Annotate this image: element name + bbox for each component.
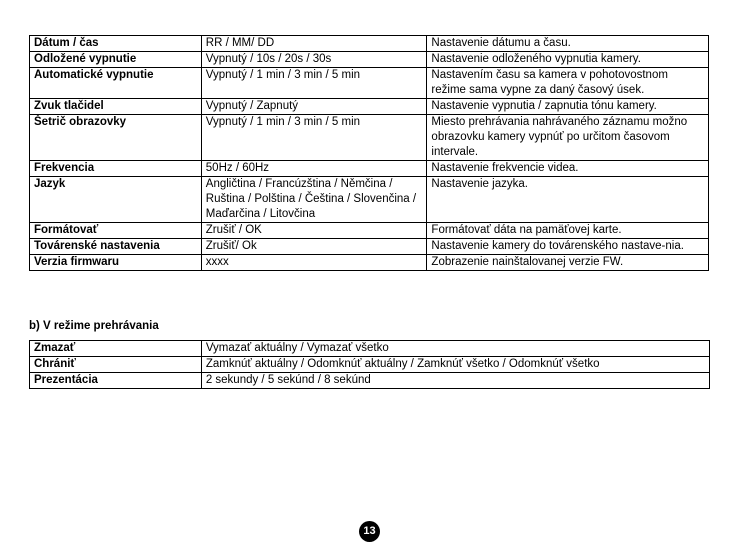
setting-description: Miesto prehrávania nahrávaného záznamu možno obrazovku kamery vypnúť po určitom časovom intervale. (427, 115, 709, 161)
table-row (30, 177, 709, 223)
table-row (30, 357, 710, 373)
setting-options: Vypnutý / 1 min / 3 min / 5 min (201, 68, 427, 99)
setting-options: Vypnutý / Zapnutý (201, 99, 427, 115)
setting-name: Dátum / čas (30, 36, 202, 52)
table-row (30, 99, 709, 115)
setting-name: Formátovať (30, 223, 202, 239)
setting-description: Nastavenie odloženého vypnutia kamery. (427, 52, 709, 68)
table-row (30, 115, 709, 161)
setting-options: Zrušiť/ Ok (201, 239, 427, 255)
setting-name: Šetrič obrazovky (30, 115, 202, 161)
table-row (30, 255, 709, 271)
page-number: 13 (359, 521, 380, 542)
setting-options: 50Hz / 60Hz (201, 161, 427, 177)
setting-description: Nastavenie frekvencie videa. (427, 161, 709, 177)
playback-options: Vymazať aktuálny / Vymazať všetko (201, 341, 709, 357)
table-row (30, 52, 709, 68)
playback-name: Prezentácia (30, 373, 202, 389)
table-row (30, 239, 709, 255)
table-row (30, 36, 709, 52)
setting-description: Nastavenie dátumu a času. (427, 36, 709, 52)
table-row (30, 161, 709, 177)
setting-description: Nastavením času sa kamera v pohotovostnom režime sama vypne za daný časový úsek. (427, 68, 709, 99)
setting-description: Zobrazenie nainštalovanej verzie FW. (427, 255, 709, 271)
setting-description: Nastavenie kamery do továrenského nastave-nia. (427, 239, 709, 255)
setting-options: RR / MM/ DD (201, 36, 427, 52)
setting-options: Vypnutý / 10s / 20s / 30s (201, 52, 427, 68)
setting-name: Verzia firmwaru (30, 255, 202, 271)
setting-options: Vypnutý / 1 min / 3 min / 5 min (201, 115, 427, 161)
settings-table (29, 35, 709, 271)
playback-table (29, 340, 710, 389)
playback-name: Chrániť (30, 357, 202, 373)
section-title: b) V režime prehrávania (29, 320, 159, 332)
setting-options: Angličtina / Francúzština / Němčina / Ruština / Polština / Čeština / Slovenčina / Maďarčina / Litovčina (201, 177, 427, 223)
setting-options: xxxx (201, 255, 427, 271)
playback-name: Zmazať (30, 341, 202, 357)
table-row (30, 373, 710, 389)
setting-name: Automatické vypnutie (30, 68, 202, 99)
setting-name: Zvuk tlačidel (30, 99, 202, 115)
setting-name: Frekvencia (30, 161, 202, 177)
table-row (30, 223, 709, 239)
playback-options: 2 sekundy / 5 sekúnd / 8 sekúnd (201, 373, 709, 389)
setting-name: Továrenské nastavenia (30, 239, 202, 255)
playback-options: Zamknúť aktuálny / Odomknúť aktuálny / Zamknúť všetko / Odomknúť všetko (201, 357, 709, 373)
setting-description: Nastavenie vypnutia / zapnutia tónu kamery. (427, 99, 709, 115)
setting-name: Odložené vypnutie (30, 52, 202, 68)
table-row (30, 68, 709, 99)
setting-description: Formátovať dáta na pamäťovej karte. (427, 223, 709, 239)
table-row (30, 341, 710, 357)
setting-description: Nastavenie jazyka. (427, 177, 709, 223)
setting-name: Jazyk (30, 177, 202, 223)
setting-options: Zrušiť / OK (201, 223, 427, 239)
